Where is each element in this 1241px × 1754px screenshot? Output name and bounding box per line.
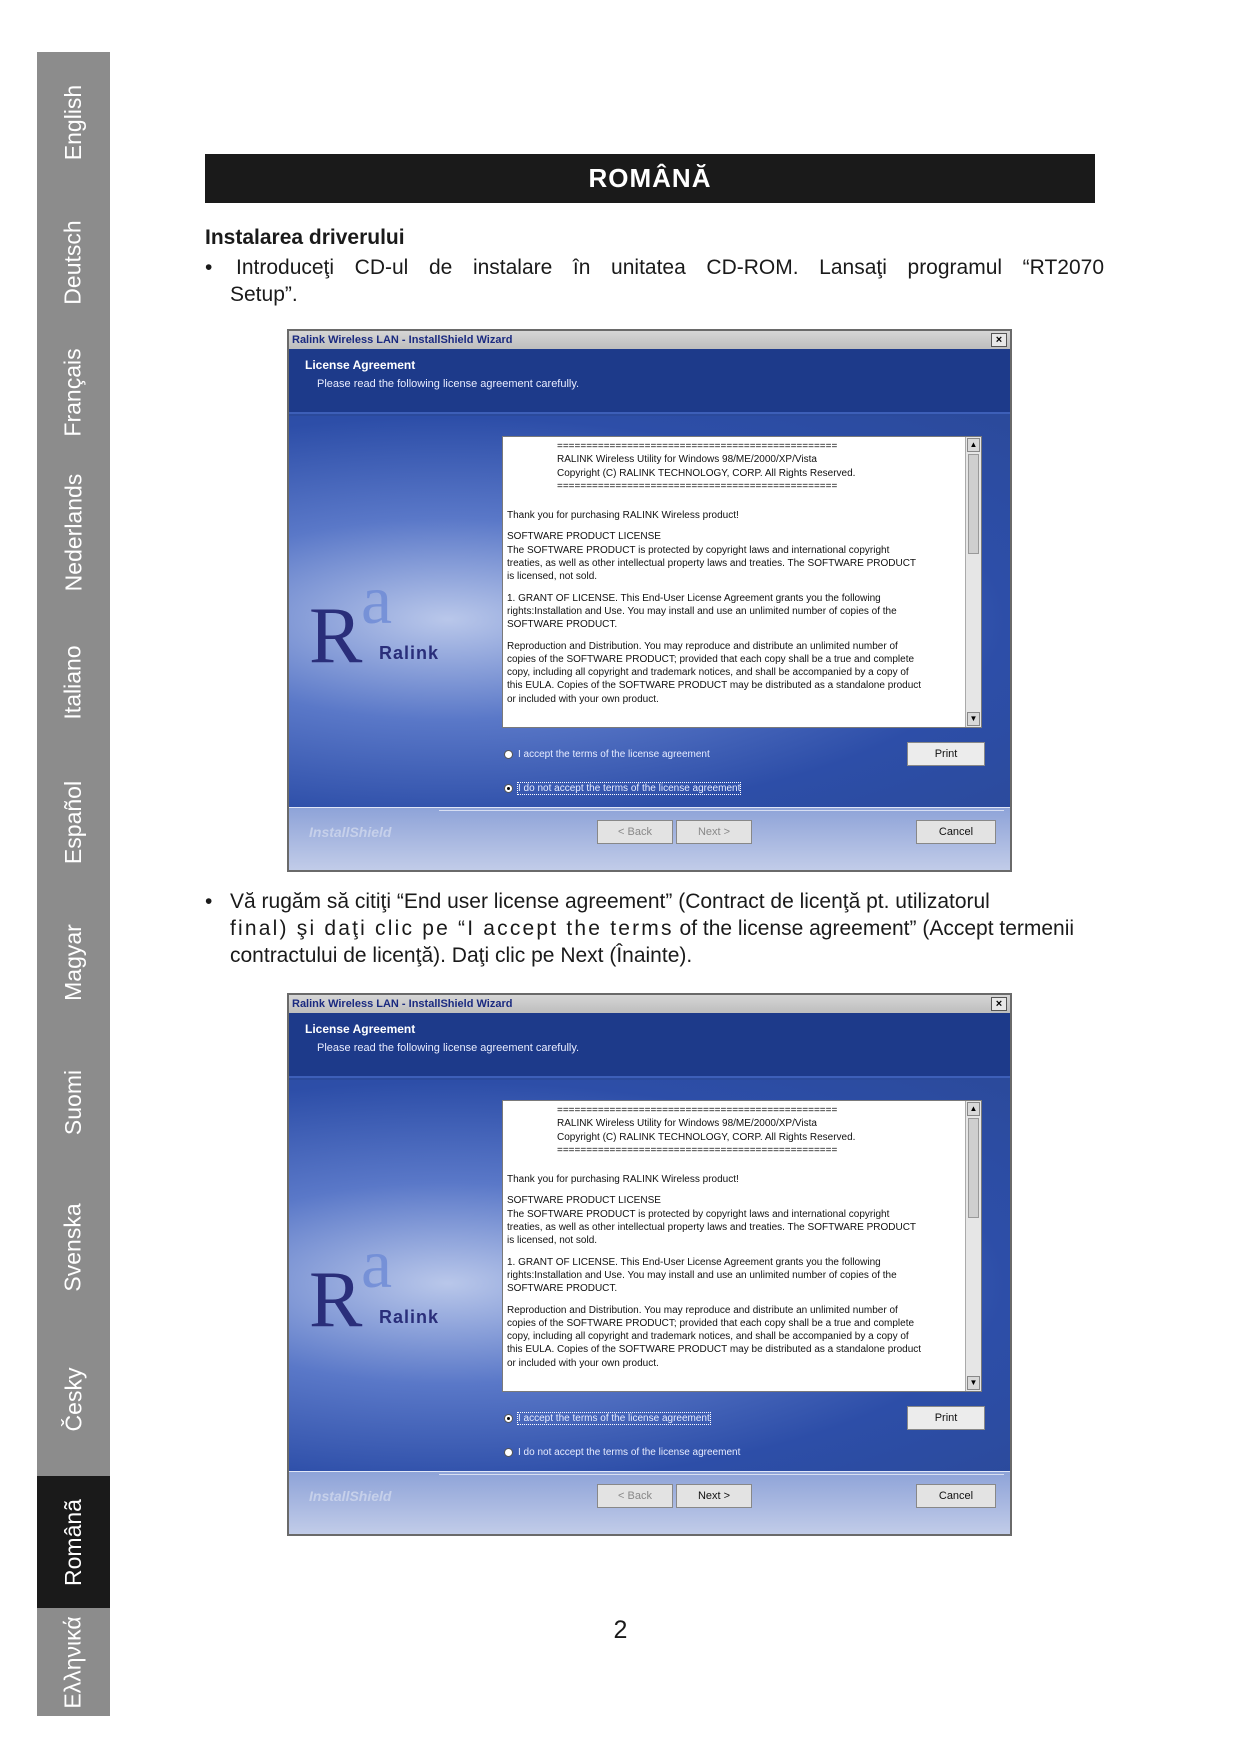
print-button[interactable]: Print (907, 1406, 985, 1430)
language-tab-cesky[interactable]: Česky (60, 1367, 86, 1431)
bullet-2-line-1: Vă rugăm să citiţi “End user license agreement” (Contract de licenţă pt. utilizatorul (230, 890, 990, 913)
window-titlebar (289, 995, 1010, 1013)
section-heading: Instalarea driverului (205, 226, 405, 249)
installshield-logo: InstallShield (309, 1488, 392, 1504)
language-tab-italiano[interactable]: Italiano (60, 644, 87, 720)
bullet-1-line-2: Setup”. (230, 283, 298, 306)
banner-subtitle: Please read the following license agreement carefully. (317, 1042, 580, 1054)
window-title: Ralink Wireless LAN - InstallShield Wizard (292, 998, 513, 1010)
wizard-body (289, 416, 1010, 807)
wizard-banner (289, 349, 1010, 414)
installshield-logo: InstallShield (309, 824, 392, 840)
bullet-2-line-2: final) şi daţi clic pe “I accept the terms of the license agreement” (Accept termenii (230, 917, 1075, 940)
license-scrollbar[interactable] (965, 437, 981, 727)
cancel-button[interactable]: Cancel (916, 1484, 996, 1508)
ralink-logo: a R Ralink (309, 562, 440, 680)
language-tab-francais[interactable]: Français (60, 347, 87, 437)
wizard-footer (289, 1471, 1010, 1536)
license-scrollbar[interactable] (965, 1101, 981, 1391)
language-tab-svenska[interactable]: Svenska (60, 1202, 86, 1292)
language-tab-magyar[interactable]: Magyar (60, 923, 87, 1001)
bullet-dot: • (205, 890, 213, 913)
print-button[interactable]: Print (907, 742, 985, 766)
language-tab-english[interactable]: English (60, 84, 86, 160)
radio-accept[interactable] (504, 750, 513, 759)
page-number: 2 (613, 1616, 628, 1644)
language-tab-deutsch[interactable]: Deutsch (60, 219, 86, 305)
language-tab-espanol[interactable]: Español (60, 780, 86, 864)
license-text-box[interactable]: ================================================ RALINK Wireless Utility for Windows 98/ME/2000/XP/Vista Copyright (C) RALINK TECHNOLOGY, CORP. All Rights Reserved. ================================================ Thank you for purchasing RALINK Wireless product! SOFTWARE PRODUCT LICENSE The SOFTWARE PRODUCT is protected by copyright laws and international copyright treaties, as well as other intellectual property laws and treaties. The SOFTWARE PRODUCT is licensed, not sold. 1. GRANT OF LICENSE. This End-User License Agreement grants you the following rights:Installation and Use. You may install and use an unlimited number of copies of the SOFTWARE PRODUCT. Reproduction and Distribution. You may reproduce and distribute an unlimited number of copies of the SOFTWARE PRODUCT; provided that each copy shall be a true and complete copy, including all copyright and trademark notices, and shall be accompanied by a copy of this EULA. Copies of the SOFTWARE PRODUCT may be distributed as a standalone product or included with your own product. ▲ ▼ (502, 436, 982, 728)
window-titlebar (289, 331, 1010, 349)
scroll-up-icon[interactable]: ▲ (967, 438, 980, 452)
radio-decline[interactable] (504, 1448, 513, 1457)
language-sidebar (37, 52, 110, 1716)
banner-title: License Agreement (305, 1022, 416, 1036)
scroll-down-icon[interactable]: ▼ (967, 1376, 980, 1390)
scroll-thumb[interactable] (968, 1118, 979, 1218)
close-icon[interactable]: × (991, 997, 1007, 1011)
section-header: ROMÂNĂ (205, 154, 1095, 203)
installer-screenshot-1 (287, 329, 1012, 872)
ralink-logo: a R Ralink (309, 1226, 440, 1344)
language-tab-nederlands[interactable]: Nederlands (60, 473, 87, 591)
license-text-box[interactable]: ================================================ RALINK Wireless Utility for Windows 98/ME/2000/XP/Vista Copyright (C) RALINK TECHNOLOGY, CORP. All Rights Reserved. ================================================ Thank you for purchasing RALINK Wireless product! SOFTWARE PRODUCT LICENSE The SOFTWARE PRODUCT is protected by copyright laws and international copyright treaties, as well as other intellectual property laws and treaties. The SOFTWARE PRODUCT is licensed, not sold. 1. GRANT OF LICENSE. This End-User License Agreement grants you the following rights:Installation and Use. You may install and use an unlimited number of copies of the SOFTWARE PRODUCT. Reproduction and Distribution. You may reproduce and distribute an unlimited number of copies of the SOFTWARE PRODUCT; provided that each copy shall be a true and complete copy, including all copyright and trademark notices, and shall be accompanied by a copy of this EULA. Copies of the SOFTWARE PRODUCT may be distributed as a standalone product or included with your own product. ▲ ▼ (502, 1100, 982, 1392)
wizard-body (289, 1080, 1010, 1471)
wizard-banner (289, 1013, 1010, 1078)
bullet-2-line-3: contractului de licenţă). Daţi clic pe Next (Înainte). (230, 944, 693, 967)
banner-subtitle: Please read the following license agreement carefully. (317, 378, 580, 390)
next-button[interactable]: Next > (676, 1484, 752, 1508)
accept-radio-option[interactable]: I accept the terms of the license agreement (504, 749, 710, 760)
bullet-1-line-1: Introduceţi CD-ul de instalare în unitatea CD-ROM. Lansaţi programul “RT2070 (236, 256, 1104, 279)
close-icon[interactable]: × (991, 333, 1007, 347)
language-tab-romana[interactable]: Românã (37, 1476, 110, 1608)
language-tab-suomi[interactable]: Suomi (59, 1069, 86, 1135)
language-tab-greek[interactable]: Ελληνικά (60, 1615, 87, 1709)
scroll-thumb[interactable] (968, 454, 979, 554)
scroll-up-icon[interactable]: ▲ (967, 1102, 980, 1116)
banner-title: License Agreement (305, 358, 416, 372)
wizard-footer (289, 807, 1010, 872)
radio-accept[interactable] (504, 1414, 513, 1423)
installer-screenshot-2 (287, 993, 1012, 1536)
decline-radio-option[interactable]: I do not accept the terms of the license agreement (504, 783, 740, 794)
window-title: Ralink Wireless LAN - InstallShield Wizard (292, 334, 513, 346)
back-button[interactable]: < Back (597, 1484, 673, 1508)
radio-decline[interactable] (504, 784, 513, 793)
cancel-button[interactable]: Cancel (916, 820, 996, 844)
next-button[interactable]: Next > (676, 820, 752, 844)
accept-radio-option[interactable]: I accept the terms of the license agreement (504, 1413, 710, 1424)
decline-radio-option[interactable]: I do not accept the terms of the license agreement (504, 1447, 740, 1458)
scroll-down-icon[interactable]: ▼ (967, 712, 980, 726)
bullet-dot: • (205, 256, 213, 279)
back-button[interactable]: < Back (597, 820, 673, 844)
